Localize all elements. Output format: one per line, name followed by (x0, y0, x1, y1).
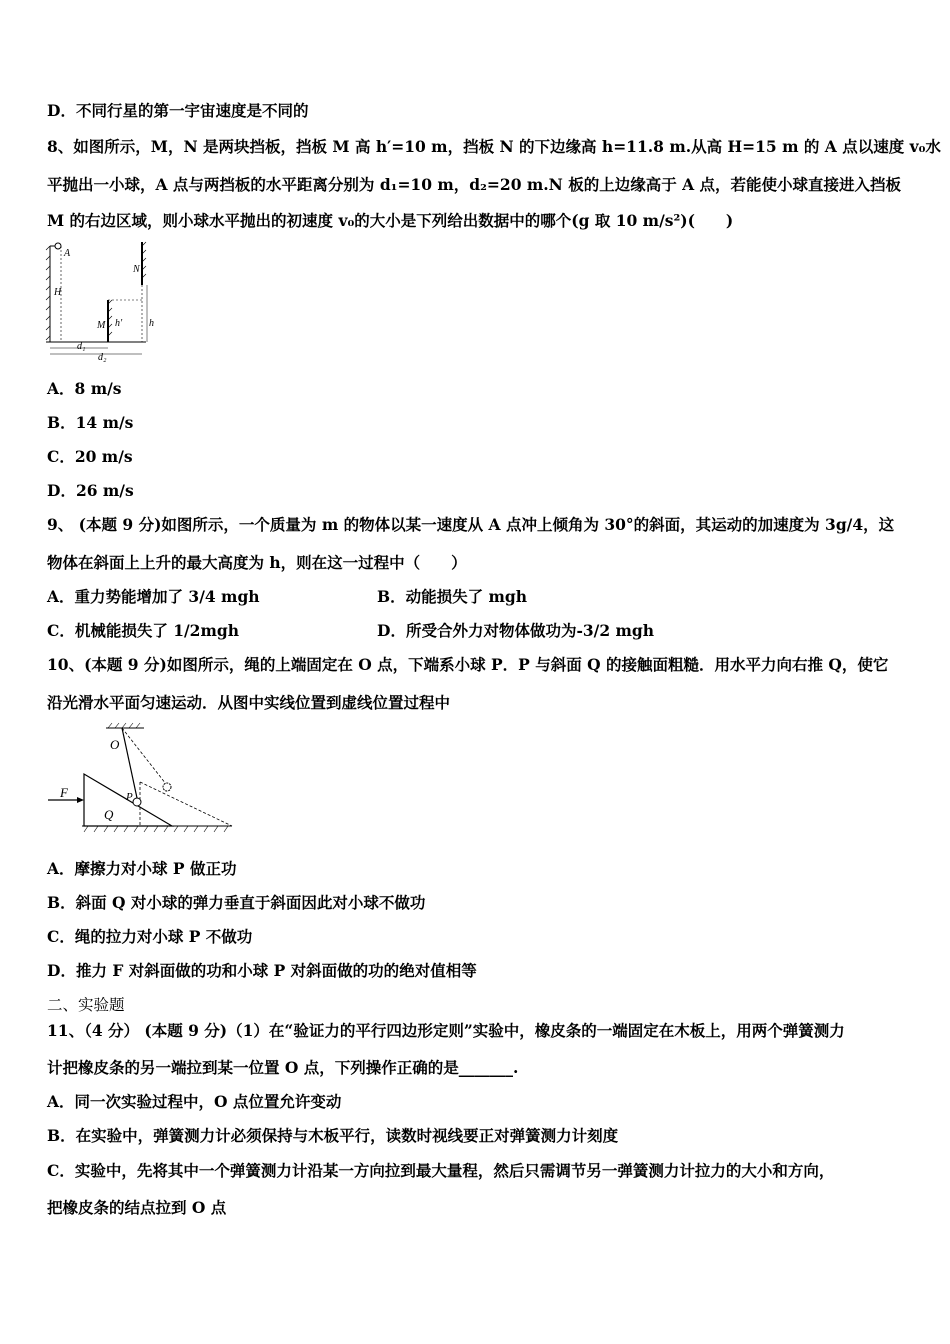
label-Q: Q (104, 807, 114, 822)
ball-p (133, 798, 141, 806)
label-O: O (110, 737, 120, 752)
q11-option-c-line2: 把橡皮条的结点拉到 O 点 (47, 1198, 227, 1217)
label-F: F (60, 785, 68, 800)
ball-p-dashed (163, 783, 171, 791)
q11-option-c-line1: C．实验中，先将其中一个弹簧测力计沿某一方向拉到最大量程，然后只需调节另一弹簧测力计拉力的大小和方向， (47, 1161, 835, 1180)
q8-option-b: B．14 m/s (47, 413, 134, 432)
q8-option-a: A．8 m/s (47, 379, 122, 398)
q11-stem-line1: 11、（4 分） (本题 9 分)（1）在“验证力的平行四边形定则”实验中，橡皮条的一端固定在木板上，用两个弹簧测力 (47, 1021, 845, 1040)
q7-option-d: D．不同行星的第一宇宙速度是不同的 (47, 101, 309, 120)
q9-option-c: C．机械能损失了 1/2mgh (47, 621, 239, 640)
section-heading: 二、实验题 (47, 996, 125, 1014)
q10-option-c: C．绳的拉力对小球 P 不做功 (47, 927, 253, 946)
q9-option-b: B．动能损失了 mgh (377, 587, 528, 606)
label-d1: d₁ (77, 341, 86, 352)
q8-stem-line1: 8、如图所示，M，N 是两块挡板，挡板 M 高 h′=10 m，挡板 N 的下边缘高 h=11.8 m.从高 H=15 m 的 A 点以速度 v₀水 (47, 137, 941, 156)
label-M: M (97, 320, 106, 331)
label-P: P (126, 791, 133, 803)
q10-option-a: A．摩擦力对小球 P 做正功 (47, 859, 237, 878)
q10-figure (44, 722, 236, 834)
q9-option-a: A．重力势能增加了 3/4 mgh (47, 587, 260, 606)
q9-stem-line2: 物体在斜面上上升的最大高度为 h，则在这一过程中（ ） (47, 553, 467, 572)
q9-option-d: D．所受合外力对物体做功为-3/2 mgh (377, 621, 655, 640)
q10-option-b: B．斜面 Q 对小球的弹力垂直于斜面因此对小球不做功 (47, 893, 426, 912)
q11-option-a: A．同一次实验过程中，O 点位置允许变动 (47, 1092, 342, 1111)
label-h: h (149, 318, 154, 329)
q11-stem-line2: 计把橡皮条的另一端拉到某一位置 O 点，下列操作正确的是_______. (47, 1058, 519, 1077)
label-d2: d₂ (98, 352, 107, 362)
label-A: A (64, 248, 71, 259)
label-H: H (54, 287, 62, 298)
q11-option-b: B．在实验中，弹簧测力计必须保持与木板平行，读数时视线要正对弹簧测力计刻度 (47, 1126, 619, 1145)
q10-option-d: D．推力 F 对斜面做的功和小球 P 对斜面做的功的绝对值相等 (47, 961, 477, 980)
q8-figure (44, 240, 162, 362)
q10-stem-line2: 沿光滑水平面匀速运动．从图中实线位置到虚线位置过程中 (47, 693, 451, 712)
point-a (55, 243, 61, 249)
q10-stem-line1: 10、(本题 9 分)如图所示，绳的上端固定在 O 点，下端系小球 P．P 与斜面 Q 的接触面粗糙．用水平力向右推 Q，使它 (47, 655, 889, 674)
q8-option-c: C．20 m/s (47, 447, 133, 466)
q8-stem-line2: 平抛出一小球，A 点与两挡板的水平距离分别为 d₁=10 m，d₂=20 m.N 板的上边缘高于 A 点，若能使小球直接进入挡板 (47, 175, 902, 194)
label-h-prime: h′ (115, 318, 123, 329)
q8-stem-line3: M 的右边区域，则小球水平抛出的初速度 v₀的大小是下列给出数据中的哪个(g 取 10 m/s²)( ) (47, 211, 734, 230)
q9-stem-line1: 9、 (本题 9 分)如图所示，一个质量为 m 的物体以某一速度从 A 点冲上倾角为 30°的斜面，其运动的加速度为 3g/4，这 (47, 515, 895, 534)
label-N: N (133, 264, 140, 275)
q8-option-d: D．26 m/s (47, 481, 134, 500)
